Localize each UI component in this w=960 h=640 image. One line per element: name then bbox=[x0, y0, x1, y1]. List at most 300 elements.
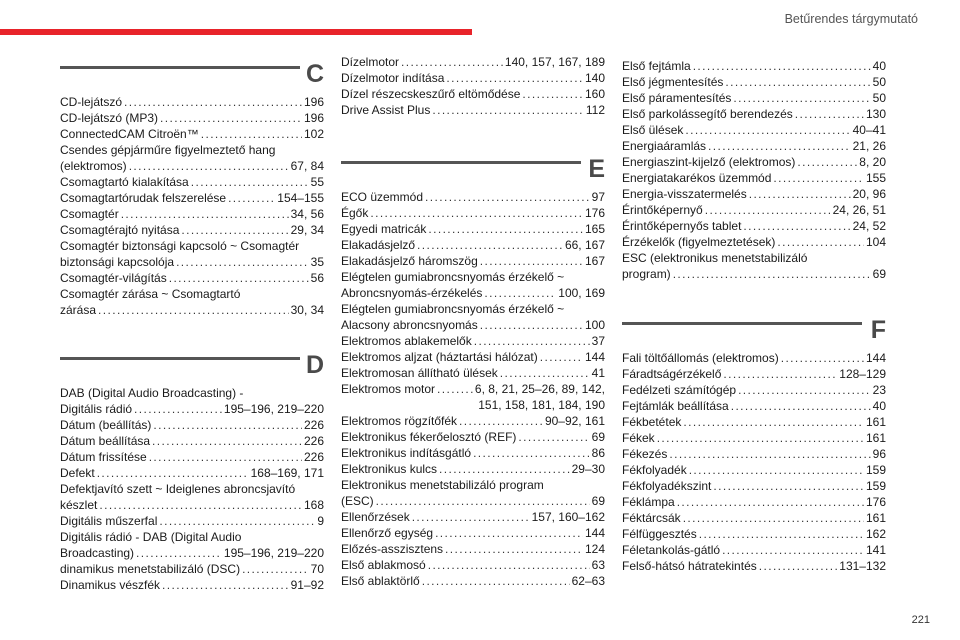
entry-pages: 69 bbox=[591, 494, 605, 508]
index-entry bbox=[622, 90, 886, 106]
entry-line bbox=[341, 365, 605, 381]
entry-term: Elektronikus menetstabilizáló program bbox=[341, 478, 544, 492]
index-entry bbox=[60, 286, 324, 318]
entry-pages-continued: 151, 158, 181, 184, 190 bbox=[478, 398, 605, 412]
index-section-f bbox=[622, 316, 886, 574]
entry-term: Első ablaktörlő bbox=[341, 574, 420, 588]
entry-line bbox=[622, 218, 886, 234]
dot-leader bbox=[480, 253, 583, 269]
entry-line bbox=[60, 449, 324, 465]
index-entry bbox=[60, 222, 324, 238]
dot-leader bbox=[797, 154, 857, 170]
entry-list bbox=[622, 350, 886, 574]
entry-pages: 155 bbox=[865, 171, 886, 185]
index-section-d bbox=[60, 351, 324, 593]
entry-pages: 37 bbox=[591, 334, 605, 348]
entry-term: ConnectedCAM Citroën™ bbox=[60, 127, 199, 141]
entry-pages: 161 bbox=[865, 431, 886, 445]
dot-leader bbox=[777, 234, 864, 250]
index-entry bbox=[60, 417, 324, 433]
entry-pages: 128–129 bbox=[839, 367, 886, 381]
dot-leader bbox=[98, 302, 289, 318]
entry-pages: 165 bbox=[584, 222, 605, 236]
entry-term: CD-lejátszó bbox=[60, 95, 123, 109]
index-entry bbox=[341, 70, 605, 86]
entry-line bbox=[60, 545, 324, 561]
entry-term: Érintőképernyős tablet bbox=[622, 219, 742, 233]
entry-pages: 29, 34 bbox=[290, 223, 324, 237]
entry-pages: 29–30 bbox=[571, 462, 605, 476]
dot-leader bbox=[480, 317, 583, 333]
dot-leader bbox=[725, 74, 870, 90]
entry-term: Féletankolás-gátló bbox=[622, 543, 721, 557]
entry-pages: 66, 167 bbox=[564, 238, 605, 252]
entry-term: Digitális rádió - DAB (Digital Audio bbox=[60, 530, 242, 544]
entry-line bbox=[341, 102, 605, 118]
entry-pages: 167 bbox=[584, 254, 605, 268]
index-entry bbox=[622, 462, 886, 478]
entry-term: Elakadásjelző háromszög bbox=[341, 254, 478, 268]
entry-term: Dátum frissítése bbox=[60, 450, 147, 464]
entry-term: Elektronikus kulcs bbox=[341, 462, 438, 476]
entry-term: ESC (elektronikus menetstabilizáló bbox=[622, 251, 808, 265]
index-entry bbox=[341, 205, 605, 221]
entry-pages: 112 bbox=[585, 103, 605, 117]
dot-leader bbox=[685, 122, 850, 138]
entry-pages: 162 bbox=[865, 527, 886, 541]
section-header bbox=[622, 316, 886, 350]
entry-line bbox=[622, 202, 886, 218]
entry-term: Előzés-asszisztens bbox=[341, 542, 444, 556]
entry-pages: 90–92, 161 bbox=[544, 414, 605, 428]
dot-leader bbox=[159, 513, 315, 529]
entry-line bbox=[341, 381, 605, 397]
dot-leader bbox=[428, 557, 590, 573]
entry-line bbox=[622, 398, 886, 414]
entry-term: Első parkolássegítő berendezés bbox=[622, 107, 793, 121]
entry-term: Dízelmotor bbox=[341, 55, 400, 69]
dot-leader bbox=[191, 174, 309, 190]
index-entry bbox=[341, 573, 605, 589]
dot-leader bbox=[713, 478, 864, 494]
entry-pages: 140 bbox=[584, 71, 605, 85]
dot-leader bbox=[129, 158, 289, 174]
dot-leader bbox=[169, 270, 309, 286]
entry-term: Csomagtér bbox=[60, 207, 119, 221]
entry-line bbox=[341, 221, 605, 237]
entry-pages: 104 bbox=[865, 235, 886, 249]
entry-pages: 141 bbox=[865, 543, 886, 557]
dot-leader bbox=[445, 541, 583, 557]
dot-leader bbox=[153, 417, 302, 433]
dot-leader bbox=[97, 465, 249, 481]
entry-line bbox=[622, 430, 886, 446]
entry-term: Dátum beállítása bbox=[60, 434, 151, 448]
entry-pages: 161 bbox=[865, 511, 886, 525]
index-section-e-continued bbox=[622, 58, 886, 282]
entry-pages: 160 bbox=[584, 87, 605, 101]
entry-line bbox=[341, 557, 605, 573]
dot-leader bbox=[689, 462, 864, 478]
entry-term: Csomagtér biztonsági kapcsoló ~ Csomagtér bbox=[60, 239, 300, 253]
entry-line bbox=[622, 186, 886, 202]
dot-leader bbox=[435, 525, 583, 541]
entry-line bbox=[60, 513, 324, 529]
entry-pages: 70 bbox=[310, 562, 324, 576]
entry-line bbox=[622, 138, 886, 154]
entry-pages: 69 bbox=[872, 267, 886, 281]
entry-line bbox=[60, 110, 324, 126]
entry-list bbox=[60, 385, 324, 593]
entry-term: Elektronikus indításgátló bbox=[341, 446, 472, 460]
entry-pages: 144 bbox=[584, 350, 605, 364]
index-section-c bbox=[60, 60, 324, 318]
entry-pages: 35 bbox=[310, 255, 324, 269]
dot-leader bbox=[673, 266, 871, 282]
index-entry bbox=[60, 270, 324, 286]
index-entry bbox=[622, 510, 886, 526]
index-entry bbox=[341, 477, 605, 509]
entry-line bbox=[60, 497, 324, 513]
entry-pages: 196 bbox=[303, 95, 324, 109]
index-entry bbox=[60, 465, 324, 481]
entry-line bbox=[341, 525, 605, 541]
entry-term: ECO üzemmód bbox=[341, 190, 424, 204]
entry-line bbox=[60, 94, 324, 110]
dot-leader bbox=[540, 349, 583, 365]
entry-term: Drive Assist Plus bbox=[341, 103, 431, 117]
dot-leader bbox=[705, 202, 831, 218]
index-entry bbox=[341, 381, 605, 413]
index-entry bbox=[341, 189, 605, 205]
index-entry bbox=[622, 234, 886, 250]
entry-pages: 161 bbox=[865, 415, 886, 429]
index-entry bbox=[60, 94, 324, 110]
entry-pages: 96 bbox=[872, 447, 886, 461]
dot-leader bbox=[152, 433, 302, 449]
entry-term: Elektromosan állítható ülések bbox=[341, 366, 498, 380]
entry-term: zárása bbox=[60, 303, 97, 317]
index-entry bbox=[341, 461, 605, 477]
entry-term: Fali töltőállomás (elektromos) bbox=[622, 351, 779, 365]
entry-term: program) bbox=[622, 267, 671, 281]
entry-list bbox=[60, 94, 324, 318]
entry-line bbox=[341, 429, 605, 445]
section-letter: C bbox=[305, 60, 324, 88]
entry-line bbox=[622, 542, 886, 558]
entry-line bbox=[622, 58, 886, 74]
dot-leader bbox=[759, 558, 838, 574]
index-entry bbox=[622, 526, 886, 542]
dot-leader bbox=[743, 218, 850, 234]
dot-leader bbox=[773, 170, 864, 186]
entry-line bbox=[60, 190, 324, 206]
entry-term: Félfüggesztés bbox=[622, 527, 697, 541]
section-letter: D bbox=[305, 351, 324, 379]
entry-line bbox=[341, 349, 605, 365]
dot-leader bbox=[474, 333, 590, 349]
entry-term: DAB (Digital Audio Broadcasting) - bbox=[60, 386, 244, 400]
entry-term: (ESC) bbox=[341, 494, 374, 508]
entry-pages: 130 bbox=[865, 107, 886, 121]
entry-term: (elektromos) bbox=[60, 159, 127, 173]
entry-line bbox=[341, 54, 605, 70]
dot-leader bbox=[518, 429, 589, 445]
index-entry bbox=[60, 561, 324, 577]
index-entry bbox=[341, 349, 605, 365]
index-entry bbox=[622, 138, 886, 154]
dot-leader bbox=[428, 221, 583, 237]
entry-term: Első ablakmosó bbox=[341, 558, 426, 572]
entry-term: dinamikus menetstabilizáló (DSC) bbox=[60, 562, 241, 576]
index-entry bbox=[622, 430, 886, 446]
index-entry bbox=[341, 413, 605, 429]
entry-line bbox=[341, 253, 605, 269]
entry-line bbox=[341, 285, 605, 301]
entry-line bbox=[341, 237, 605, 253]
dot-leader bbox=[733, 90, 870, 106]
entry-line bbox=[60, 302, 324, 318]
dot-leader bbox=[417, 237, 563, 253]
entry-line bbox=[60, 254, 324, 270]
entry-line bbox=[341, 70, 605, 86]
entry-term: Érzékelők (figyelmeztetések) bbox=[622, 235, 776, 249]
entry-line bbox=[341, 509, 605, 525]
entry-term: Felső-hátsó hátratekintés bbox=[622, 559, 757, 573]
index-entry bbox=[622, 382, 886, 398]
section-rule bbox=[60, 66, 300, 69]
index-entry bbox=[341, 365, 605, 381]
entry-pages: 196 bbox=[303, 111, 324, 125]
dot-leader bbox=[683, 414, 864, 430]
dot-leader bbox=[669, 446, 870, 462]
dot-leader bbox=[484, 285, 556, 301]
index-entry bbox=[622, 398, 886, 414]
dot-leader bbox=[228, 190, 275, 206]
entry-line bbox=[60, 561, 324, 577]
index-entry bbox=[341, 54, 605, 70]
dot-leader bbox=[437, 381, 473, 397]
entry-line bbox=[622, 526, 886, 542]
dot-leader bbox=[99, 497, 302, 513]
entry-pages: 34, 56 bbox=[290, 207, 324, 221]
entry-pages: 157, 160–162 bbox=[531, 510, 605, 524]
entry-term: Elektromos rögzítőfék bbox=[341, 414, 458, 428]
dot-leader bbox=[401, 54, 503, 70]
index-entry bbox=[622, 74, 886, 90]
dot-leader bbox=[136, 545, 222, 561]
dot-leader bbox=[781, 350, 864, 366]
dot-leader bbox=[160, 110, 302, 126]
dot-leader bbox=[376, 493, 590, 509]
entry-line bbox=[60, 206, 324, 222]
entry-term: Ellenőrzések bbox=[341, 510, 410, 524]
index-entry bbox=[622, 170, 886, 186]
entry-term: biztonsági kapcsolója bbox=[60, 255, 175, 269]
dot-leader bbox=[149, 449, 302, 465]
index-entry bbox=[60, 513, 324, 529]
entry-line bbox=[60, 401, 324, 417]
index-entry bbox=[341, 102, 605, 118]
page-number: 221 bbox=[911, 614, 930, 626]
dot-leader bbox=[439, 461, 570, 477]
entry-line bbox=[622, 350, 886, 366]
dot-leader bbox=[723, 366, 837, 382]
entry-pages: 56 bbox=[310, 271, 324, 285]
index-entry bbox=[60, 433, 324, 449]
index-entry bbox=[341, 301, 605, 333]
entry-line bbox=[341, 541, 605, 557]
entry-term: Defektjavító szett ~ Ideiglenes abroncsjavító bbox=[60, 482, 296, 496]
entry-list bbox=[341, 189, 605, 589]
entry-term: Elektromos aljzat (háztartási hálózat) bbox=[341, 350, 538, 364]
dot-leader bbox=[201, 126, 302, 142]
entry-line bbox=[341, 333, 605, 349]
entry-term: Elégtelen gumiabroncsnyomás érzékelő ~ bbox=[341, 302, 565, 316]
entry-term: Fékek bbox=[622, 431, 655, 445]
entry-pages: 69 bbox=[591, 430, 605, 444]
index-entry bbox=[60, 142, 324, 174]
index-entry bbox=[341, 541, 605, 557]
entry-line bbox=[622, 446, 886, 462]
dot-leader bbox=[699, 526, 864, 542]
dot-leader bbox=[473, 445, 590, 461]
entry-term: Csomagtartórudak felszerelése bbox=[60, 191, 227, 205]
entry-list bbox=[341, 54, 605, 118]
index-entry bbox=[341, 509, 605, 525]
entry-pages: 226 bbox=[303, 434, 324, 448]
entry-pages: 97 bbox=[591, 190, 605, 204]
entry-line bbox=[622, 74, 886, 90]
dot-leader bbox=[693, 58, 871, 74]
entry-pages: 195–196, 219–220 bbox=[223, 402, 324, 416]
index-entry bbox=[60, 449, 324, 465]
entry-line bbox=[622, 106, 886, 122]
entry-term: Fékezés bbox=[622, 447, 668, 461]
entry-term: CD-lejátszó (MP3) bbox=[60, 111, 159, 125]
entry-term: Fékfolyadék bbox=[622, 463, 687, 477]
dot-leader bbox=[370, 205, 583, 221]
entry-term: Első fejtámla bbox=[622, 59, 691, 73]
entry-term: Defekt bbox=[60, 466, 95, 480]
entry-pages: 168–169, 171 bbox=[250, 466, 324, 480]
page-header-title: Betűrendes tárgymutató bbox=[784, 12, 918, 26]
header-accent-bar bbox=[0, 29, 472, 35]
index-entry bbox=[622, 58, 886, 74]
entry-pages: 154–155 bbox=[277, 191, 324, 205]
index-entry bbox=[622, 350, 886, 366]
entry-pages: 131–132 bbox=[839, 559, 886, 573]
entry-pages: 140, 157, 167, 189 bbox=[504, 55, 605, 69]
entry-line bbox=[60, 577, 324, 593]
entry-line bbox=[622, 170, 886, 186]
index-section-e bbox=[341, 155, 605, 589]
entry-term: Dízel részecskeszűrő eltömődése bbox=[341, 87, 521, 101]
dot-leader bbox=[425, 189, 590, 205]
entry-line bbox=[341, 189, 605, 205]
entry-line bbox=[622, 558, 886, 574]
entry-pages: 195–196, 219–220 bbox=[223, 546, 324, 560]
index-entry bbox=[622, 122, 886, 138]
index-entry bbox=[341, 525, 605, 541]
index-entry bbox=[341, 237, 605, 253]
entry-line bbox=[622, 494, 886, 510]
entry-line bbox=[341, 445, 605, 461]
entry-pages: 63 bbox=[591, 558, 605, 572]
entry-pages: 176 bbox=[865, 495, 886, 509]
dot-leader bbox=[176, 254, 309, 270]
entry-term: Fedélzeti számítógép bbox=[622, 383, 737, 397]
dot-leader bbox=[162, 577, 289, 593]
entry-term: Elektromos motor bbox=[341, 382, 436, 396]
index-entry bbox=[622, 218, 886, 234]
index-entry bbox=[341, 253, 605, 269]
entry-term: Alacsony abroncsnyomás bbox=[341, 318, 478, 332]
entry-pages: 24, 52 bbox=[852, 219, 886, 233]
section-header bbox=[60, 351, 324, 385]
index-entry bbox=[341, 557, 605, 573]
entry-line bbox=[60, 158, 324, 174]
entry-term: Csomagtér-világítás bbox=[60, 271, 167, 285]
index-entry bbox=[60, 481, 324, 513]
entry-pages: 226 bbox=[303, 418, 324, 432]
index-entry bbox=[60, 206, 324, 222]
entry-pages: 159 bbox=[865, 463, 886, 477]
dot-leader bbox=[134, 401, 222, 417]
entry-line bbox=[622, 382, 886, 398]
entry-term: Csomagtér zárása ~ Csomagtartó bbox=[60, 287, 241, 301]
entry-term: Energiatakarékos üzemmód bbox=[622, 171, 772, 185]
entry-term: Energiaszint-kijelző (elektromos) bbox=[622, 155, 796, 169]
index-entry bbox=[60, 238, 324, 270]
entry-line bbox=[60, 433, 324, 449]
dot-leader bbox=[432, 102, 584, 118]
entry-term: Broadcasting) bbox=[60, 546, 135, 560]
index-entry bbox=[622, 250, 886, 282]
entry-term: Dízelmotor indítása bbox=[341, 71, 445, 85]
entry-term: Elégtelen gumiabroncsnyomás érzékelő ~ bbox=[341, 270, 565, 284]
entry-term: Elektromos ablakemelők bbox=[341, 334, 472, 348]
entry-term: Érintőképernyő bbox=[622, 203, 703, 217]
entry-term: Energiaáramlás bbox=[622, 139, 707, 153]
entry-line bbox=[341, 317, 605, 333]
entry-line bbox=[341, 205, 605, 221]
entry-pages: 6, 8, 21, 25–26, 89, 142, bbox=[474, 382, 605, 396]
entry-term: Égők bbox=[341, 206, 369, 220]
dot-leader bbox=[708, 138, 851, 154]
entry-line bbox=[60, 270, 324, 286]
index-entry bbox=[622, 154, 886, 170]
entry-line bbox=[622, 234, 886, 250]
entry-term: Digitális rádió bbox=[60, 402, 133, 416]
entry-line bbox=[60, 126, 324, 142]
index-entry bbox=[622, 414, 886, 430]
entry-term: Csomagtérajtó nyitása bbox=[60, 223, 180, 237]
index-entry bbox=[341, 221, 605, 237]
entry-line bbox=[341, 413, 605, 429]
dot-leader bbox=[242, 561, 309, 577]
index-entry bbox=[622, 106, 886, 122]
entry-pages: 62–63 bbox=[571, 574, 605, 588]
entry-pages: 159 bbox=[865, 479, 886, 493]
index-entry bbox=[341, 445, 605, 461]
section-letter: E bbox=[588, 155, 605, 183]
entry-line bbox=[622, 510, 886, 526]
entry-line bbox=[622, 478, 886, 494]
section-header bbox=[341, 155, 605, 189]
entry-line bbox=[622, 90, 886, 106]
index-entry bbox=[622, 366, 886, 382]
